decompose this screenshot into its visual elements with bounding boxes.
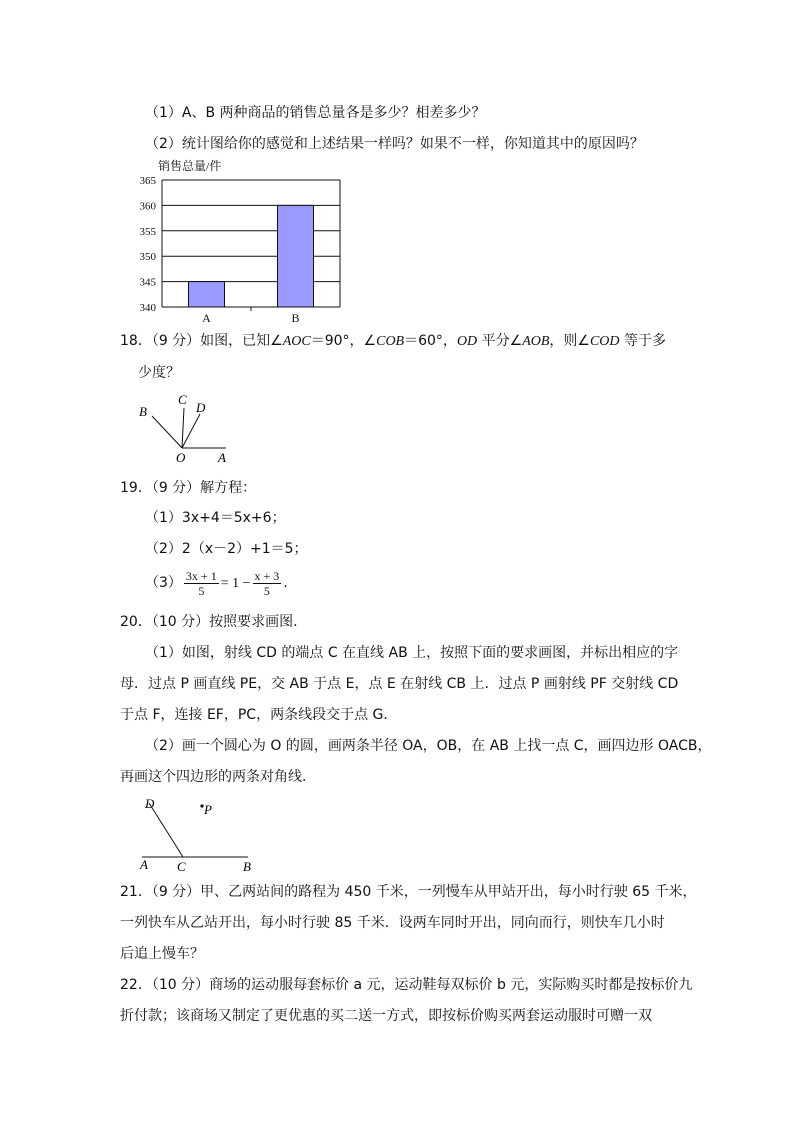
q17-part1: （1）A、B 两种商品的销售总量各是多少？相差多少？	[145, 105, 486, 121]
sales-bar-chart	[120, 154, 360, 324]
q20-p2-line2: 再画这个四边形的两条对角线．	[120, 769, 316, 785]
label-O: O	[176, 450, 186, 465]
q21-line1: 21．（9 分）甲、乙两站间的路程为 450 千米，一列慢车从甲站开出，每小时行驶 65 千米，	[120, 884, 697, 900]
q20-head: 20．（10 分）按照要求画图．	[120, 614, 308, 630]
q17-part2: （2）统计图给你的感觉和上述结果一样吗？如果不一样，你知道其中的原因吗？	[145, 136, 644, 152]
q20-p1-line2: 母．过点 P 画直线 PE，交 AB 于点 E，点 E 在射线 CB 上．过点 P 画射线 PF 交射线 CD	[120, 676, 679, 692]
bar-A	[189, 282, 225, 307]
ray-OC	[182, 408, 184, 448]
q19-head: 19．（9 分）解方程：	[120, 480, 257, 496]
q22-line1: 22．（10 分）商场的运动服每套标价 a 元，运动鞋每双标价 b 元，实际购买时都是按标价九	[120, 977, 693, 993]
q21-line3: 后追上慢车？	[120, 946, 204, 962]
q22-line2: 折付款；该商场又制定了更优惠的买二送一方式，即按标价购买两套运动服时可赠一双	[120, 1008, 652, 1024]
label-D: D	[145, 797, 155, 811]
q20-p2-line1: （2）画一个圆心为 O 的圆，画两条半径 OA，OB，在 AB 上找一点 C，画四边形 OACB，	[145, 738, 712, 754]
ray-OB	[152, 416, 182, 448]
ray-OD	[182, 414, 200, 448]
q20-ray-figure	[136, 797, 276, 873]
y-tick-label: 350	[139, 251, 156, 264]
bar-B	[278, 205, 314, 307]
q20-p1-line3: 于点 F，连接 EF，PC，两条线段交于点 G．	[120, 707, 398, 723]
q19-eq1: （1）3x+4＝5x+6；	[145, 510, 286, 526]
chart-title: 销售总量/件	[158, 159, 222, 173]
q19-eq3: （3） $\frac{3x + 1}{5}$ = 1 − $\frac{x + 3}{5}$ .	[145, 568, 288, 598]
label-A: A	[140, 857, 148, 872]
ray-CD	[149, 803, 183, 857]
x-tick-label: B	[291, 311, 300, 324]
fraction-2: $\frac{x + 3}{5}$	[254, 568, 280, 598]
y-tick-label: 365	[139, 175, 156, 187]
q18-line2: 少度？	[138, 365, 180, 381]
q19-eq2: （2）2（x－2）+1＝5；	[145, 541, 308, 557]
label-D: D	[196, 400, 206, 415]
label-A: A	[218, 450, 226, 465]
y-tick-label: 355	[139, 225, 156, 238]
q20-p1-line1: （1）如图，射线 CD 的端点 C 在直线 AB 上，按照下面的要求画图，并标出相应的字	[145, 645, 679, 661]
q21-line2: 一列快车从乙站开出，每小时行驶 85 千米．设两车同时开出，同向而行，则快车几小时	[120, 915, 665, 931]
label-P: P	[204, 802, 212, 817]
label-B: B	[243, 859, 251, 873]
y-tick-label: 360	[139, 200, 156, 213]
y-tick-label: 345	[139, 276, 156, 289]
x-tick-label: A	[202, 311, 211, 324]
label-B: B	[139, 404, 147, 419]
q18-line1: 18．（9 分）如图，已知∠AOC＝90°，∠COB＝60°，OD 平分∠AOB，则∠COD 等于多	[120, 333, 666, 349]
y-tick-label: 340	[139, 302, 156, 314]
label-C: C	[177, 859, 186, 873]
fraction-1: $\frac{3x + 1}{5}$	[185, 568, 217, 598]
label-C: C	[178, 392, 187, 407]
q18-angle-figure	[130, 392, 250, 472]
